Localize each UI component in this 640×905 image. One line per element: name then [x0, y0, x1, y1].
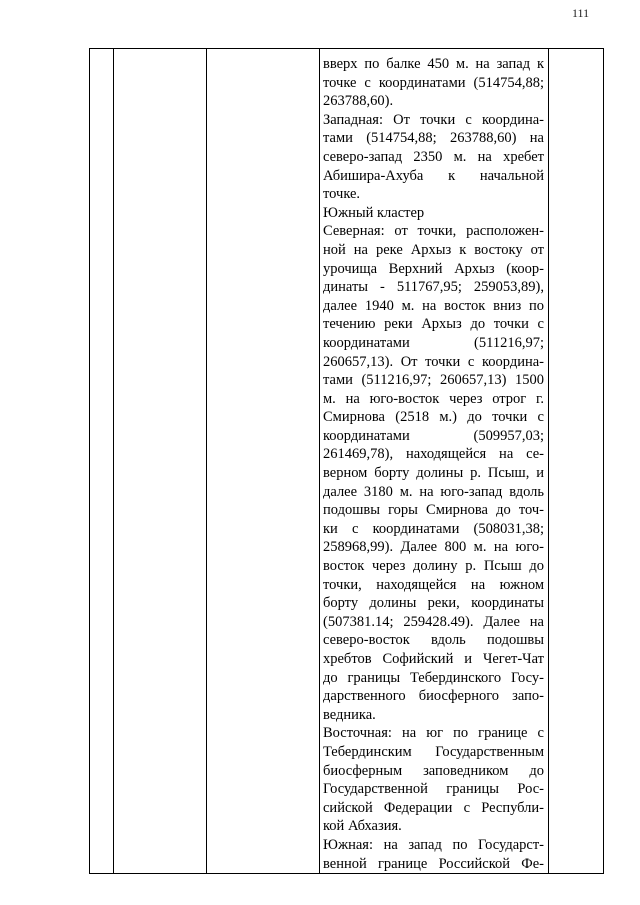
description-line: далее 1940 м. на восток вниз по — [323, 297, 544, 314]
description-line: биосферным заповедником до — [323, 762, 544, 779]
description-line: точке с координатами (514754,88; — [323, 74, 544, 91]
table-row — [90, 49, 604, 874]
description-line: борту долины реки, координаты — [323, 595, 544, 612]
cell-location — [207, 49, 320, 874]
description-line: далее 3180 м. на юго-запад вдоль — [323, 483, 544, 500]
description-line: Северная: от точки, расположен- — [323, 223, 544, 240]
description-line: 261469,78), находящейся на се- — [323, 446, 544, 463]
description-line: 260657,13). От точки с координа- — [323, 353, 544, 370]
description-line: 263788,60). — [323, 93, 394, 110]
description-line: Абишира-Ахуба к начальной — [323, 167, 544, 184]
description-line: северо-восток вдоль подошвы — [323, 632, 544, 649]
description-line: (507381.14; 259428.49). Далее на — [323, 613, 544, 630]
boundary-table — [89, 48, 604, 874]
description-line: венной границе Российской Фе- — [323, 855, 544, 872]
description-line: Южный кластер — [323, 204, 425, 221]
description-line: северо-запад 2350 м. на хребет — [323, 148, 544, 165]
description-line: динаты - 511767,95; 259053,89), — [323, 279, 544, 296]
description-line: м. на юго-восток через отрог г. — [323, 390, 544, 407]
cell-number — [90, 49, 114, 874]
description-line: Тебердинским Государственным — [323, 743, 544, 760]
description-line: кой Абхазия. — [323, 818, 402, 835]
description-line: верном борту долины р. Псыш, и — [323, 465, 544, 482]
description-line: ки с координатами (508031,38; — [323, 520, 544, 537]
description-line: тами (511216,97; 260657,13) 1500 — [323, 372, 544, 389]
boundary-description-text — [320, 49, 548, 873]
description-line: Западная: От точки с координа- — [323, 111, 544, 128]
description-line: течению реки Архыз до точки с — [323, 316, 544, 333]
description-line: тами (514754,88; 263788,60) на — [323, 130, 544, 147]
cell-boundary-description — [320, 49, 549, 874]
description-line: до границы Тебердинского Госу- — [323, 669, 544, 686]
description-line: ной на реке Архыз к востоку от — [323, 241, 544, 258]
description-line: Южная: на запад по Государст- — [323, 836, 544, 853]
description-line: ведника. — [323, 706, 376, 723]
description-line: Восточная: на юг по границе с — [323, 725, 544, 742]
description-line: Государственной границы Рос- — [323, 781, 544, 798]
description-line: восток через долину р. Псыш до — [323, 558, 544, 575]
cell-notes — [549, 49, 604, 874]
description-line: точки, находящейся на южном — [323, 576, 544, 593]
description-line: координатами (511216,97; — [323, 334, 544, 351]
description-line: дарственного биосферного запо- — [323, 688, 544, 705]
description-line: 258968,99). Далее 800 м. на юго- — [323, 539, 544, 556]
description-line: точке. — [323, 186, 361, 203]
page-number: 111 — [572, 6, 590, 20]
description-line: Смирнова (2518 м.) до точки с — [323, 409, 544, 426]
description-line: вверх по балке 450 м. на запад к — [323, 56, 544, 72]
description-line: сийской Федерации с Республи- — [323, 799, 544, 816]
description-line: урочища Верхний Архыз (коор- — [323, 260, 544, 277]
description-line: подошвы горы Смирнова до точ- — [323, 502, 544, 519]
cell-name — [114, 49, 207, 874]
description-line: хребтов Софийский и Чегет-Чат — [323, 651, 544, 667]
description-line: координатами (509957,03; — [323, 427, 544, 444]
